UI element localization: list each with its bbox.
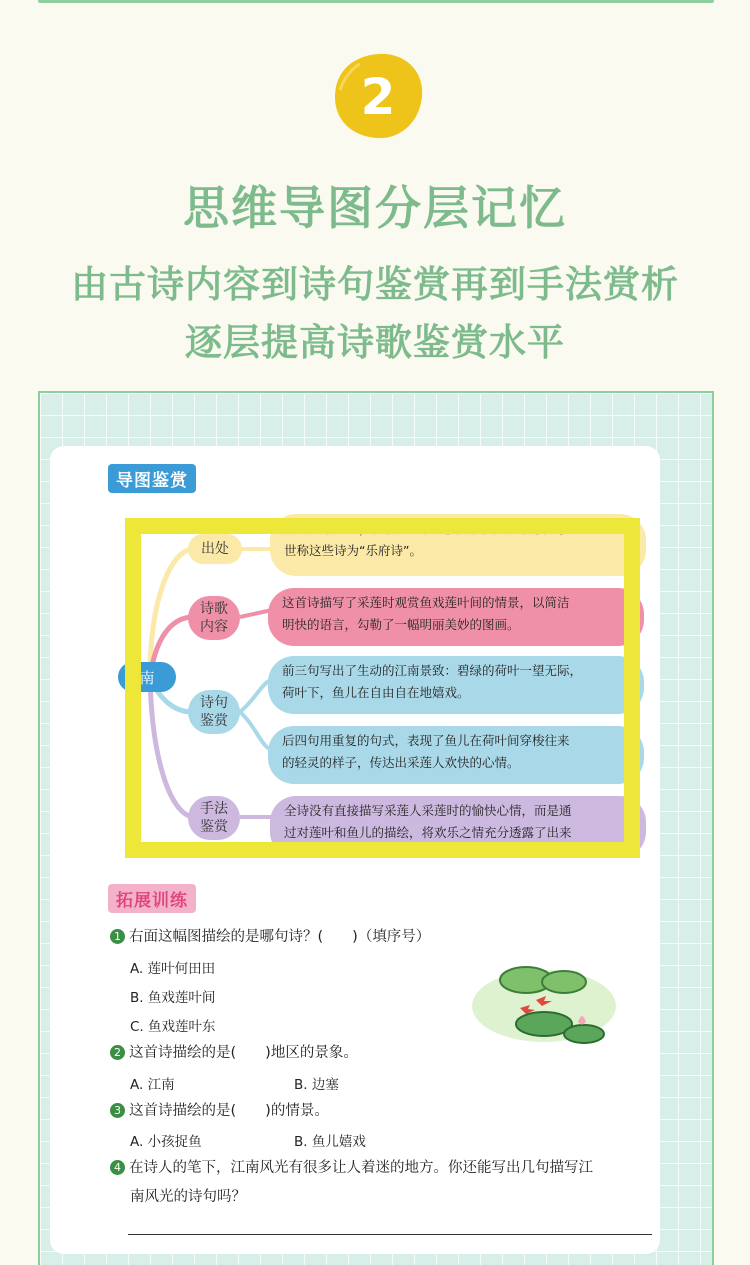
mindmap-center-node: 南	[118, 662, 176, 692]
question-number: 4	[110, 1160, 125, 1175]
leaf-source-line-1: 人的诗来配乐，在朝廷祭祀或宴会演奏的时候使用。	[284, 521, 572, 536]
question-3-text: 这首诗描绘的是( )的情景。	[129, 1103, 329, 1119]
question-4-text-line-2: 南风光的诗句吗？	[130, 1189, 246, 1205]
branch-technique-appreciation: 手法鉴赏	[188, 796, 240, 840]
highlight-frame	[125, 518, 640, 858]
q1-option-a: A. 莲叶何田田	[130, 961, 216, 977]
leaf-technique-line-2: 过对莲叶和鱼儿的描绘，将欢乐之情充分透露了出来	[284, 825, 572, 840]
q1-option-c: C. 鱼戏莲叶东	[130, 1019, 216, 1035]
page-title: 思维导图分层记忆	[183, 181, 567, 235]
q2-option-b: B. 边塞	[294, 1077, 339, 1093]
question-number: 3	[110, 1103, 125, 1118]
question-4	[110, 1157, 593, 1179]
subtitle-line-2: 逐层提高诗歌鉴赏水平	[185, 321, 565, 364]
lotus-pond-illustration	[466, 960, 626, 1050]
q1-option-b: B. 鱼戏莲叶间	[130, 990, 216, 1006]
badge-number: 2	[360, 68, 396, 126]
mindmap-section-label: 导图鉴赏	[108, 464, 196, 493]
exercise-section-label: 拓展训练	[108, 884, 196, 913]
leaf-verse-2-line-2: 的轻灵的样子，传达出采莲人欢快的心情。	[282, 755, 520, 770]
question-1-text: 右面这幅图描绘的是哪句诗？( )（填序号）	[129, 929, 431, 945]
leaf-verse-1-line-2: 荷叶下，鱼儿在自由自在地嬉戏。	[282, 685, 470, 700]
question-3	[110, 1100, 329, 1122]
leaf-content-line-2: 明快的语言，勾勒了一幅明丽美妙的图画。	[282, 617, 520, 632]
leaf-source-line-2: 世称这些诗为“乐府诗”。	[284, 543, 422, 558]
branch-source: 出处	[188, 534, 242, 564]
branch-verse-appreciation: 诗句鉴赏	[188, 690, 240, 734]
q2-option-a: A. 江南	[130, 1077, 175, 1093]
question-4-text-line-1: 在诗人的笔下，江南风光有很多让人着迷的地方。你还能写出几句描写江	[129, 1160, 593, 1176]
leaf-content-line-1: 这首诗描写了采莲时观赏鱼戏莲叶间的情景，以简洁	[282, 595, 570, 610]
answer-line	[128, 1234, 652, 1235]
branch-content: 诗歌内容	[188, 596, 240, 640]
subtitle-line-1: 由古诗内容到诗句鉴赏再到手法赏析	[71, 263, 679, 306]
leaf-technique-line-1: 全诗没有直接描写采莲人采莲时的愉快心情，而是通	[284, 803, 572, 818]
leaf-verse-1-line-1: 前三句写出了生动的江南景致：碧绿的荷叶一望无际，	[282, 663, 583, 678]
leaf-verse-2-line-1: 后四句用重复的句式，表现了鱼儿在荷叶间穿梭往来	[282, 733, 570, 748]
question-2	[110, 1042, 358, 1064]
question-1	[110, 926, 430, 948]
q3-option-b: B. 鱼儿嬉戏	[294, 1134, 366, 1150]
q3-option-a: A. 小孩捉鱼	[130, 1134, 202, 1150]
question-2-text: 这首诗描绘的是( )地区的景象。	[129, 1045, 358, 1061]
question-number: 2	[110, 1045, 125, 1060]
question-number: 1	[110, 929, 125, 944]
